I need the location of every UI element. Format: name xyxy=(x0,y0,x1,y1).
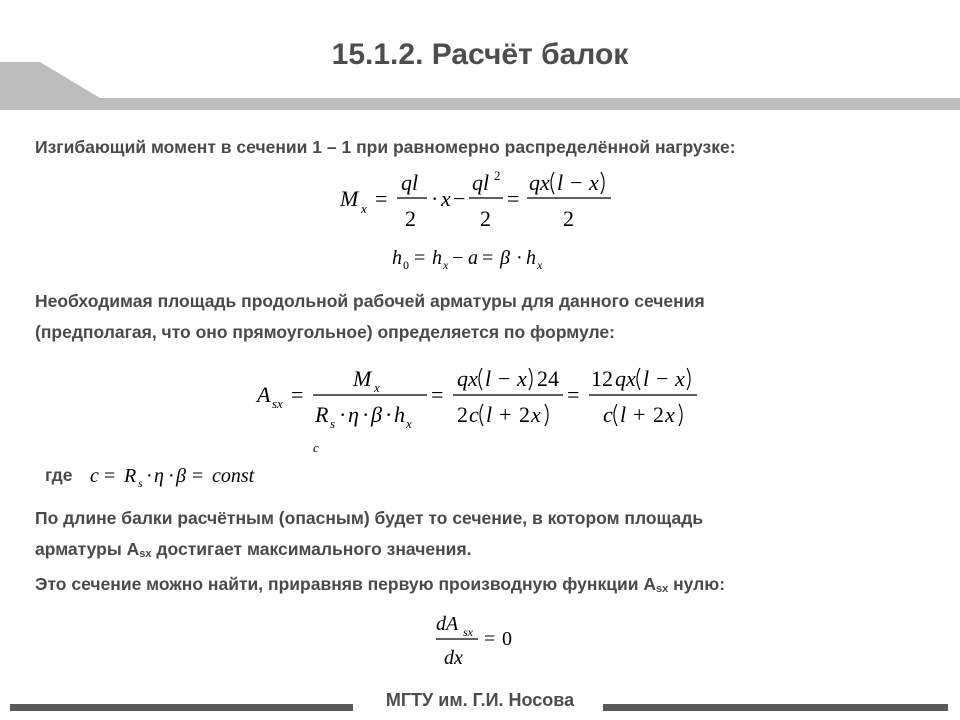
svg-text:12: 12 xyxy=(591,366,613,391)
svg-text:=: = xyxy=(507,186,520,211)
svg-text:=: = xyxy=(567,382,580,407)
svg-text:·: · xyxy=(385,402,393,427)
paragraph-derivative xyxy=(35,569,915,605)
svg-text:0: 0 xyxy=(403,258,409,272)
svg-text:h: h xyxy=(432,247,442,269)
where-label: где xyxy=(45,465,73,485)
text-fragment: достигает максимального значения. xyxy=(151,539,472,559)
svg-text:β: β xyxy=(500,247,510,269)
footer-rule-right xyxy=(603,704,948,711)
svg-text:=: = xyxy=(431,382,444,407)
text-fragment: Это сечение можно найти, приравняв первую производную функции A xyxy=(35,574,656,594)
svg-text:=: = xyxy=(375,186,388,211)
svg-text:sx: sx xyxy=(463,625,473,639)
svg-text:2: 2 xyxy=(457,402,468,427)
svg-text:l − x: l − x xyxy=(557,170,599,195)
svg-text:x: x xyxy=(531,402,541,427)
paragraph-line: Необходимая площадь продольной рабочей арматуры для данного сечения xyxy=(35,291,705,311)
page-title: 15.1.2. Расчёт балок xyxy=(331,38,629,71)
svg-text:qx: qx xyxy=(615,366,636,391)
svg-text:R: R xyxy=(124,465,137,487)
subscript: sx xyxy=(656,583,669,595)
svg-text:2: 2 xyxy=(405,206,416,231)
svg-text:x: x xyxy=(406,416,412,431)
svg-text:l − x: l − x xyxy=(485,366,527,391)
footer-rule-left xyxy=(10,704,353,711)
svg-text:x: x xyxy=(443,258,449,272)
formula-moment xyxy=(335,168,625,240)
svg-text:a: a xyxy=(468,247,478,269)
svg-text:−: − xyxy=(453,186,466,211)
svg-text:=: = xyxy=(104,465,116,487)
svg-text:x: x xyxy=(537,258,543,272)
svg-text:β: β xyxy=(371,402,382,427)
footer-institution: МГТУ им. Г.И. Носова xyxy=(385,690,575,710)
svg-text:·: · xyxy=(516,247,523,269)
svg-text:ql: ql xyxy=(401,170,419,195)
svg-text:dx: dx xyxy=(444,647,463,669)
formula-effective-depth xyxy=(390,242,580,276)
svg-text:x: x xyxy=(665,402,675,427)
svg-text:qx: qx xyxy=(457,366,478,391)
svg-text:=: = xyxy=(414,247,426,269)
svg-text:s: s xyxy=(330,416,336,431)
svg-text:η: η xyxy=(154,465,164,487)
svg-text:A: A xyxy=(257,382,271,407)
text-fragment: арматуры A xyxy=(35,539,140,559)
svg-text:h: h xyxy=(392,247,402,269)
formula-derivative xyxy=(432,608,542,672)
svg-text:24: 24 xyxy=(537,366,559,391)
svg-text:2: 2 xyxy=(480,206,491,231)
svg-text:ql: ql xyxy=(472,170,490,195)
svg-text:c: c xyxy=(313,440,319,455)
svg-text:·: · xyxy=(362,402,370,427)
svg-text:c: c xyxy=(90,465,99,487)
svg-text:2: 2 xyxy=(563,206,574,231)
paragraph-line xyxy=(35,534,915,570)
svg-text:·: · xyxy=(168,465,175,487)
svg-text:x: x xyxy=(374,380,380,395)
paragraph-required-area xyxy=(35,286,915,348)
svg-text:0: 0 xyxy=(502,628,512,650)
svg-text:l − x: l − x xyxy=(643,366,685,391)
svg-text:·: · xyxy=(339,402,347,427)
paragraph-critical-section xyxy=(35,503,915,570)
svg-text:η: η xyxy=(348,402,359,427)
header-rule xyxy=(0,98,960,110)
svg-text:x: x xyxy=(361,201,367,216)
svg-text:h: h xyxy=(394,402,405,427)
svg-text:R: R xyxy=(315,402,329,427)
formula-reinforcement-area xyxy=(255,360,705,458)
svg-text:2: 2 xyxy=(653,402,664,427)
svg-text:=: = xyxy=(291,382,304,407)
svg-text:2: 2 xyxy=(494,168,501,183)
text-fragment: нулю: xyxy=(668,574,726,594)
svg-text:·: · xyxy=(431,186,439,211)
svg-text:=: = xyxy=(482,247,494,269)
svg-text:c: c xyxy=(469,402,479,427)
svg-text:·: · xyxy=(146,465,153,487)
svg-text:2: 2 xyxy=(519,402,530,427)
svg-text:sx: sx xyxy=(272,396,283,411)
svg-text:qx: qx xyxy=(529,170,550,195)
svg-text:l +: l + xyxy=(620,402,647,427)
paragraph-bending-moment xyxy=(35,132,915,163)
svg-text:x: x xyxy=(441,186,451,211)
svg-text:const: const xyxy=(212,465,255,487)
svg-text:s: s xyxy=(138,476,143,490)
svg-text:=: = xyxy=(484,628,496,650)
svg-text:c: c xyxy=(603,402,613,427)
svg-text:M: M xyxy=(340,186,359,211)
svg-text:β: β xyxy=(176,465,186,487)
svg-text:dA: dA xyxy=(436,613,459,635)
subscript: sx xyxy=(139,548,152,560)
svg-text:h: h xyxy=(526,247,536,269)
svg-text:M: M xyxy=(353,366,372,391)
formula-constant xyxy=(88,460,298,492)
svg-text:=: = xyxy=(192,465,204,487)
paragraph-line: (предполагая, что оно прямоугольное) определяется по формуле: xyxy=(35,322,615,342)
paragraph-text: Изгибающий момент в сечении 1 – 1 при равномерно распределённой нагрузке: xyxy=(35,137,736,157)
paragraph-line: По длине балки расчётным (опасным) будет то сечение, в котором площадь xyxy=(35,508,704,528)
svg-text:l +: l + xyxy=(486,402,513,427)
svg-text:−: − xyxy=(452,247,464,269)
